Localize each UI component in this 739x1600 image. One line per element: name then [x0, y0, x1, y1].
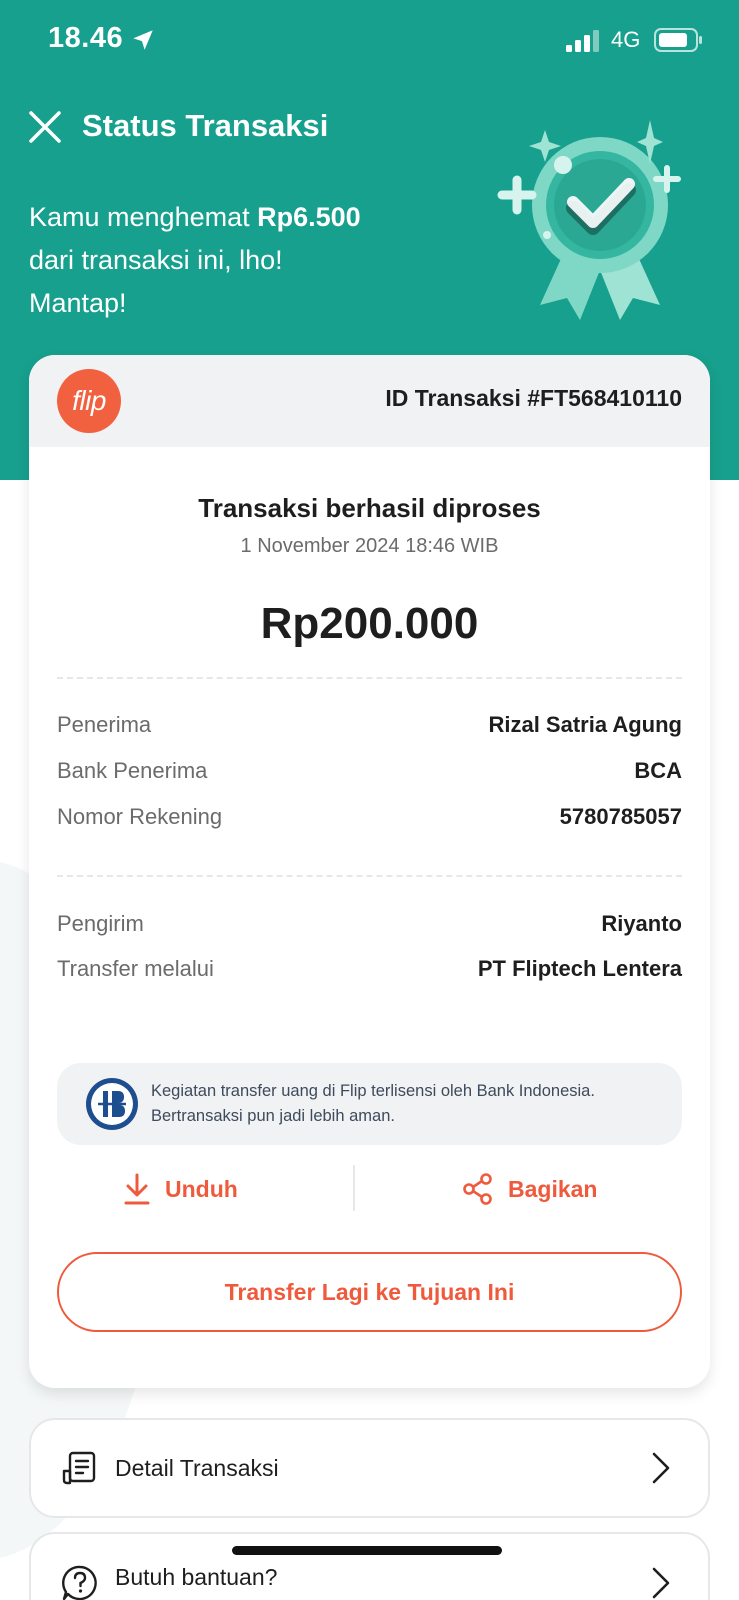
detail-value: Rizal Satria Agung [488, 712, 682, 737]
license-line2: Bertransaksi pun jadi lebih aman. [151, 1107, 395, 1125]
flip-logo: flip [57, 369, 121, 433]
detail-row-sender [57, 908, 682, 940]
transaction-detail-label: Detail Transaksi [115, 1454, 279, 1481]
detail-label: Penerima [57, 712, 152, 737]
detail-label: Bank Penerima [57, 758, 208, 783]
transaction-detail-item[interactable] [29, 1418, 710, 1518]
divider [57, 875, 682, 877]
chevron-right-icon [650, 1451, 672, 1485]
network-label: 4G [611, 27, 641, 52]
detail-label: Transfer melalui [57, 956, 214, 981]
close-icon[interactable] [28, 110, 62, 144]
success-badge-illustration [495, 110, 705, 330]
savings-amount: Rp6.500 [257, 202, 361, 232]
action-row [57, 1167, 682, 1211]
license-line1: Kegiatan transfer uang di Flip terlisensi oleh Bank Indonesia. [151, 1082, 595, 1100]
status-bar [0, 0, 739, 82]
share-button[interactable] [462, 1167, 597, 1211]
chevron-right-icon [650, 1566, 672, 1600]
share-label: Bagikan [508, 1175, 598, 1202]
savings-line3: Mantap! [29, 288, 127, 318]
detail-value: Riyanto [601, 911, 682, 936]
status-time: 18.46 [48, 22, 124, 54]
battery-icon [654, 27, 704, 53]
transaction-amount: Rp200.000 [260, 599, 479, 648]
divider [57, 677, 682, 679]
savings-message [29, 196, 449, 325]
bank-indonesia-logo-icon [85, 1077, 139, 1131]
transaction-status: Transaksi berhasil diproses [198, 493, 541, 523]
savings-prefix: Kamu menghemat [29, 202, 258, 232]
license-text [151, 1079, 661, 1129]
help-question-icon [61, 1564, 99, 1600]
share-icon [462, 1172, 494, 1206]
home-indicator[interactable] [232, 1546, 502, 1555]
action-divider [353, 1165, 355, 1211]
receipt-icon [61, 1449, 99, 1487]
detail-label: Pengirim [57, 911, 144, 936]
location-arrow-icon [130, 27, 156, 53]
detail-value: BCA [634, 758, 682, 783]
detail-label: Nomor Rekening [57, 804, 223, 829]
license-notice [57, 1063, 682, 1145]
signal-icon [566, 30, 602, 52]
detail-row-recipient [57, 709, 682, 741]
savings-line2: dari transaksi ini, lho! [29, 245, 283, 275]
detail-value: 5780785057 [559, 804, 682, 829]
download-button[interactable] [123, 1167, 238, 1211]
help-item[interactable] [29, 1532, 710, 1600]
detail-row-bank [57, 755, 682, 787]
download-icon [123, 1172, 151, 1206]
transaction-id: ID Transaksi #FT568410110 [385, 385, 682, 411]
transaction-date: 1 November 2024 18:46 WIB [240, 535, 499, 557]
detail-row-account-number [57, 801, 682, 833]
help-label: Butuh bantuan? [115, 1564, 278, 1590]
page-title: Status Transaksi [82, 108, 329, 143]
detail-value: PT Fliptech Lentera [477, 956, 682, 981]
detail-row-transfer-via [57, 953, 682, 985]
download-label: Unduh [165, 1175, 238, 1202]
transfer-again-button[interactable]: Transfer Lagi ke Tujuan Ini [57, 1252, 682, 1332]
transaction-card [29, 355, 710, 1388]
card-header [29, 355, 710, 447]
